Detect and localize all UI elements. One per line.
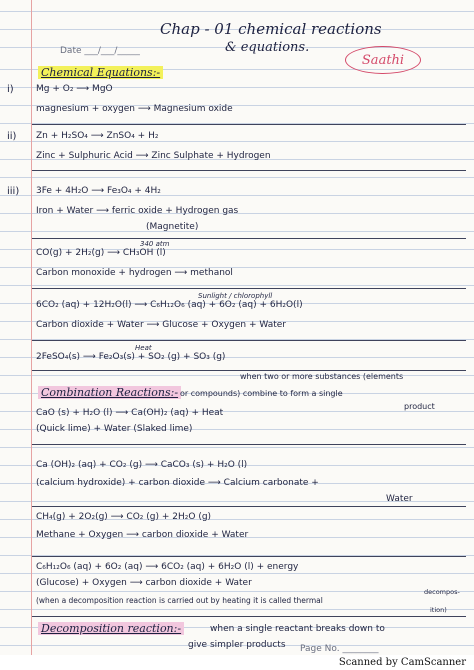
- roman-2: ii): [7, 131, 17, 142]
- divider: [32, 444, 466, 445]
- divider: [32, 340, 466, 341]
- comb-2-words-cont: Water: [386, 494, 413, 504]
- heading-decomposition-reaction: Decomposition reaction:-: [38, 622, 184, 635]
- eq-1-words: magnesium + oxygen ⟶ Magnesium oxide: [36, 104, 233, 114]
- decomposition-definition-1: when a single reactant breaks down to: [210, 624, 385, 634]
- date-field: Date ___/___/_____: [60, 46, 140, 56]
- eq-2-symbols: Zn + H₂SO₄ ⟶ ZnSO₄ + H₂: [36, 131, 159, 141]
- eq-6-symbols: 2FeSO₄(s) ⟶ Fe₂O₃(s) + SO₂ (g) + SO₃ (g): [36, 352, 226, 362]
- chapter-title-line1: Chap - 01 chemical reactions: [160, 20, 382, 38]
- divider: [32, 288, 466, 289]
- divider: [32, 506, 466, 507]
- combination-definition-3: product: [404, 402, 435, 411]
- comb-4-thermal-note: (when a decomposition reaction is carried out by heating it is called thermal: [36, 596, 323, 605]
- page-number-field: Page No. ________: [300, 644, 379, 654]
- eq-3-symbols: 3Fe + 4H₂O ⟶ Fe₃O₄ + 4H₂: [36, 186, 161, 196]
- eq-4-words: Carbon monoxide + hydrogen ⟶ methanol: [36, 268, 233, 278]
- comb-2-words: (calcium hydroxide) + carbon dioxide ⟶ Calcium carbonate +: [36, 478, 319, 488]
- divider: [32, 124, 466, 125]
- roman-3: iii): [7, 186, 20, 197]
- comb-4-words: (Glucose) + Oxygen ⟶ carbon dioxide + Water: [36, 578, 252, 588]
- decomposition-definition-2: give simpler products: [188, 640, 286, 650]
- heading-combination-reactions: Combination Reactions:-: [38, 386, 181, 399]
- divider: [32, 238, 466, 239]
- comb-3-symbols: CH₄(g) + 2O₂(g) ⟶ CO₂ (g) + 2H₂O (g): [36, 512, 212, 522]
- eq-3-words: Iron + Water ⟶ ferric oxide + Hydrogen gas: [36, 206, 239, 216]
- eq-5-symbols: 6CO₂ (aq) + 12H₂O(l) ⟶ C₆H₁₂O₆ (aq) + 6O₂ (aq) + 6H₂O(l): [36, 300, 303, 310]
- eq-1-symbols: Mg + O₂ ⟶ MgO: [36, 84, 113, 94]
- comb-4-thermal-note-end: ition): [430, 606, 447, 614]
- eq-5-condition: Sunlight / chlorophyll: [198, 292, 273, 300]
- chapter-title-line2: & equations.: [225, 40, 310, 55]
- margin-line: [31, 0, 32, 670]
- brand-logo: Saathi: [345, 46, 421, 74]
- comb-4-symbols: C₆H₁₂O₆ (aq) + 6O₂ (aq) ⟶ 6CO₂ (aq) + 6H₂O (l) + energy: [36, 562, 299, 572]
- scanner-watermark: Scanned by CamScanner: [0, 655, 474, 670]
- divider: [32, 616, 466, 617]
- roman-1: i): [7, 84, 14, 95]
- divider: [32, 556, 466, 557]
- eq-3-note: (Magnetite): [146, 222, 199, 232]
- eq-6-condition: Heat: [135, 344, 152, 352]
- divider: [32, 170, 466, 171]
- comb-3-words: Methane + Oxygen ⟶ carbon dioxide + Water: [36, 530, 249, 540]
- combination-definition-2: or compounds) combine to form a single: [180, 389, 343, 398]
- eq-5-words: Carbon dioxide + Water ⟶ Glucose + Oxygen + Water: [36, 320, 286, 330]
- comb-1-symbols: CaO (s) + H₂O (l) ⟶ Ca(OH)₂ (aq) + Heat: [36, 408, 224, 418]
- eq-2-words: Zinc + Sulphuric Acid ⟶ Zinc Sulphate + Hydrogen: [36, 151, 271, 161]
- divider: [32, 370, 466, 371]
- comb-1-words: (Quick lime) + Water (Slaked lime): [36, 424, 193, 434]
- comb-2-symbols: Ca (OH)₂ (aq) + CO₂ (g) ⟶ CaCO₃ (s) + H₂O (l): [36, 460, 248, 470]
- heading-chemical-equations: Chemical Equations:-: [38, 66, 163, 79]
- eq-4-condition: 340 atm: [140, 240, 170, 248]
- combination-definition-1: when two or more substances (elements: [240, 372, 404, 381]
- comb-4-thermal-note-cont: decompos-: [424, 588, 460, 596]
- eq-4-symbols: CO(g) + 2H₂(g) ⟶ CH₃OH (l): [36, 248, 166, 258]
